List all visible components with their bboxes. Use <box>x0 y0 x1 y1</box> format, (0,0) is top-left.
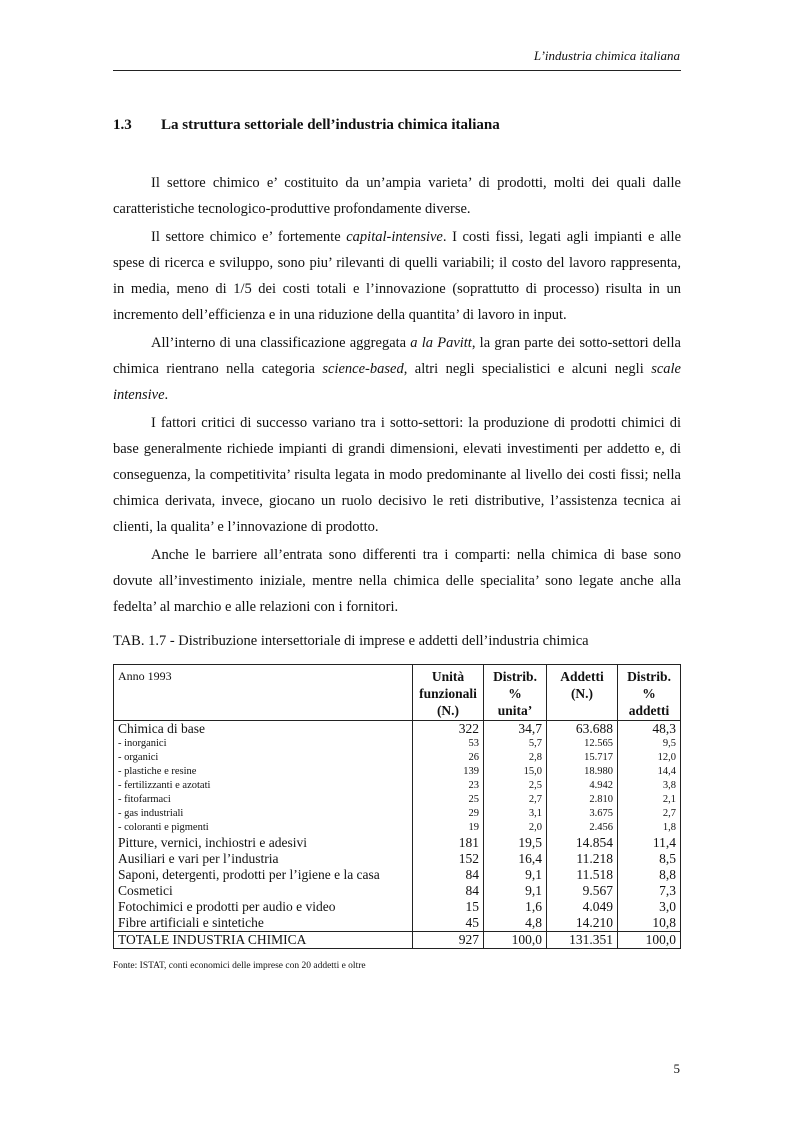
row-distrib-unita: 2,0 <box>484 821 547 835</box>
paragraph-3 <box>113 330 681 408</box>
data-table <box>113 664 681 949</box>
row-unita: 53 <box>413 737 484 751</box>
row-unita: 139 <box>413 765 484 779</box>
row-label: - fitofarmaci <box>114 793 413 807</box>
row-unita: 84 <box>413 867 484 883</box>
header-unita <box>413 665 484 721</box>
header-unita-line-2: funzionali <box>419 686 477 701</box>
table-row <box>114 915 681 932</box>
running-header: L’industria chimica italiana <box>533 48 680 63</box>
row-distrib-addetti: 2,7 <box>618 807 681 821</box>
table-row <box>114 867 681 883</box>
row-label: - fertilizzanti e azotati <box>114 779 413 793</box>
paragraph-3-text-b: , la gran parte dei sotto-settori della chimica rientrano nella categoria <box>113 335 681 377</box>
table-source: Fonte: ISTAT, conti economici delle imprese con 20 addetti e oltre <box>113 961 366 971</box>
row-addetti: 14.854 <box>547 835 618 851</box>
row-addetti: 3.675 <box>547 807 618 821</box>
header-year: Anno 1993 <box>114 665 413 721</box>
row-label: - inorganici <box>114 737 413 751</box>
row-label: - organici <box>114 751 413 765</box>
table-row <box>114 883 681 899</box>
row-label: - plastiche e resine <box>114 765 413 779</box>
table-row <box>114 807 681 821</box>
table-row <box>114 793 681 807</box>
row-label: TOTALE INDUSTRIA CHIMICA <box>114 932 413 949</box>
row-distrib-unita: 4,8 <box>484 915 547 932</box>
row-distrib-unita: 3,1 <box>484 807 547 821</box>
row-unita: 29 <box>413 807 484 821</box>
row-unita: 26 <box>413 751 484 765</box>
row-distrib-unita: 5,7 <box>484 737 547 751</box>
row-distrib-addetti: 9,5 <box>618 737 681 751</box>
row-unita: 84 <box>413 883 484 899</box>
paragraph-2-text-b: . I costi fissi, legati agli impianti e alle spese di ricerca e sviluppo, sono piu’ rilevanti di quelli variabili; il costo del lavoro rappresenta, in media, meno di 1/5 dei costi totali e l’innovazione (soprattutto di processo) risulta in un incremento dell’efficienza e in una riduzione della quantita’ di lavoro in input. <box>113 229 682 323</box>
row-addetti: 63.688 <box>547 721 618 738</box>
row-addetti: 2.456 <box>547 821 618 835</box>
row-label: Pitture, vernici, inchiostri e adesivi <box>114 835 413 851</box>
table-row <box>114 765 681 779</box>
row-distrib-unita: 2,8 <box>484 751 547 765</box>
paragraph-1: Il settore chimico e’ costituito da un’ampia varieta’ di prodotti, molti dei quali dalle caratteristiche tecnologico-produttive profondamente diverse. <box>113 175 681 217</box>
body-text <box>113 170 681 622</box>
header-unita-line-1: Unità <box>431 669 465 684</box>
row-distrib-unita: 9,1 <box>484 883 547 899</box>
row-label: - coloranti e pigmenti <box>114 821 413 835</box>
row-unita: 19 <box>413 821 484 835</box>
table-row <box>114 821 681 835</box>
row-distrib-addetti: 48,3 <box>618 721 681 738</box>
row-distrib-unita: 19,5 <box>484 835 547 851</box>
section-title: La struttura settoriale dell’industria chimica italiana <box>161 117 500 133</box>
row-addetti: 4.942 <box>547 779 618 793</box>
row-addetti: 4.049 <box>547 899 618 915</box>
row-distrib-unita: 2,7 <box>484 793 547 807</box>
paragraph-4: I fattori critici di successo variano tra i sotto-settori: la produzione di prodotti chimici di base generalmente richiede impianti di grandi dimensioni, elevati investimenti per addetto e, di conseguenza, la competitivita’ risulta legata in modo predominante al livello dei costi fissi; nella chimica derivata, invece, giocano un ruolo decisivo le reti distributive, l’assistenza tecnica ai clienti, la qualita’ e l’innovazione di prodotto. <box>113 415 681 535</box>
row-unita: 23 <box>413 779 484 793</box>
row-addetti: 18.980 <box>547 765 618 779</box>
row-distrib-addetti: 7,3 <box>618 883 681 899</box>
row-label: Fibre artificiali e sintetiche <box>114 915 413 932</box>
row-unita: 152 <box>413 851 484 867</box>
row-distrib-addetti: 11,4 <box>618 835 681 851</box>
header-rule <box>113 70 681 71</box>
row-label: Saponi, detergenti, prodotti per l’igiene e la casa <box>114 867 413 883</box>
header-da-line-3: addetti <box>628 703 670 718</box>
paragraph-3-italic-2: science-based <box>322 361 404 377</box>
paragraph-3-italic-1: a la Pavitt <box>410 335 472 351</box>
row-unita: 322 <box>413 721 484 738</box>
table-row <box>114 835 681 851</box>
row-addetti: 131.351 <box>547 932 618 949</box>
row-distrib-addetti: 100,0 <box>618 932 681 949</box>
paragraph-3-text-d: . <box>164 387 169 403</box>
section-number: 1.3 <box>113 117 132 133</box>
table-row <box>114 751 681 765</box>
row-distrib-unita: 34,7 <box>484 721 547 738</box>
table-row <box>114 779 681 793</box>
row-addetti: 9.567 <box>547 883 618 899</box>
row-addetti: 14.210 <box>547 915 618 932</box>
row-distrib-unita: 16,4 <box>484 851 547 867</box>
row-label: Cosmetici <box>114 883 413 899</box>
header-unita-line-3: (N.) <box>436 703 460 718</box>
row-distrib-addetti: 3,8 <box>618 779 681 793</box>
paragraph-3-text-c: , altri negli specialistici e alcuni negli <box>403 361 652 377</box>
row-distrib-unita: 100,0 <box>484 932 547 949</box>
table-row <box>114 721 681 738</box>
header-du-line-1: Distrib. <box>493 669 537 684</box>
header-da-line-1: Distrib. <box>627 669 671 684</box>
row-addetti: 11.518 <box>547 867 618 883</box>
table-row <box>114 851 681 867</box>
table-caption: TAB. 1.7 - Distribuzione intersettoriale di imprese e addetti dell’industria chimica <box>113 633 589 649</box>
row-distrib-unita: 1,6 <box>484 899 547 915</box>
paragraph-3-italic-3: scale intensive <box>113 361 681 403</box>
row-distrib-addetti: 8,5 <box>618 851 681 867</box>
table-row <box>114 737 681 751</box>
row-label: - gas industriali <box>114 807 413 821</box>
paragraph-5: Anche le barriere all’entrata sono differenti tra i comparti: nella chimica di base sono dovute all’investimento iniziale, mentre nella chimica delle specialita’ sono legate anche alla fedelta’ al marchio e alle relazioni con i fornitori. <box>113 547 681 615</box>
row-distrib-addetti: 2,1 <box>618 793 681 807</box>
paragraph-2 <box>113 224 681 328</box>
header-addetti <box>547 665 618 721</box>
header-da-line-2: % <box>642 686 656 701</box>
row-label: Fotochimici e prodotti per audio e video <box>114 899 413 915</box>
row-distrib-addetti: 8,8 <box>618 867 681 883</box>
section-heading <box>113 117 500 134</box>
row-distrib-addetti: 10,8 <box>618 915 681 932</box>
header-du-line-2: % <box>508 686 522 701</box>
header-distrib-addetti <box>618 665 681 721</box>
row-addetti: 2.810 <box>547 793 618 807</box>
row-unita: 927 <box>413 932 484 949</box>
row-unita: 25 <box>413 793 484 807</box>
page-number: 5 <box>673 1061 680 1076</box>
row-addetti: 12.565 <box>547 737 618 751</box>
row-unita: 181 <box>413 835 484 851</box>
row-distrib-addetti: 14,4 <box>618 765 681 779</box>
row-unita: 15 <box>413 899 484 915</box>
row-label: Chimica di base <box>114 721 413 738</box>
table-row <box>114 899 681 915</box>
row-distrib-addetti: 3,0 <box>618 899 681 915</box>
header-du-line-3: unita’ <box>497 703 533 718</box>
row-addetti: 15.717 <box>547 751 618 765</box>
table-header-row <box>114 665 681 721</box>
row-distrib-addetti: 12,0 <box>618 751 681 765</box>
table-row <box>114 932 681 949</box>
header-add-line-1: Addetti <box>560 669 604 684</box>
row-addetti: 11.218 <box>547 851 618 867</box>
header-distrib-unita <box>484 665 547 721</box>
row-distrib-unita: 9,1 <box>484 867 547 883</box>
paragraph-2-italic: capital-intensive <box>346 229 443 245</box>
row-unita: 45 <box>413 915 484 932</box>
row-distrib-unita: 15,0 <box>484 765 547 779</box>
header-add-line-2: (N.) <box>570 686 594 701</box>
paragraph-3-text-a: All’interno di una classificazione aggregata <box>151 335 411 351</box>
paragraph-2-text-a: Il settore chimico e’ fortemente <box>151 229 347 245</box>
row-distrib-addetti: 1,8 <box>618 821 681 835</box>
table-body <box>114 721 681 949</box>
row-label: Ausiliari e vari per l’industria <box>114 851 413 867</box>
row-distrib-unita: 2,5 <box>484 779 547 793</box>
